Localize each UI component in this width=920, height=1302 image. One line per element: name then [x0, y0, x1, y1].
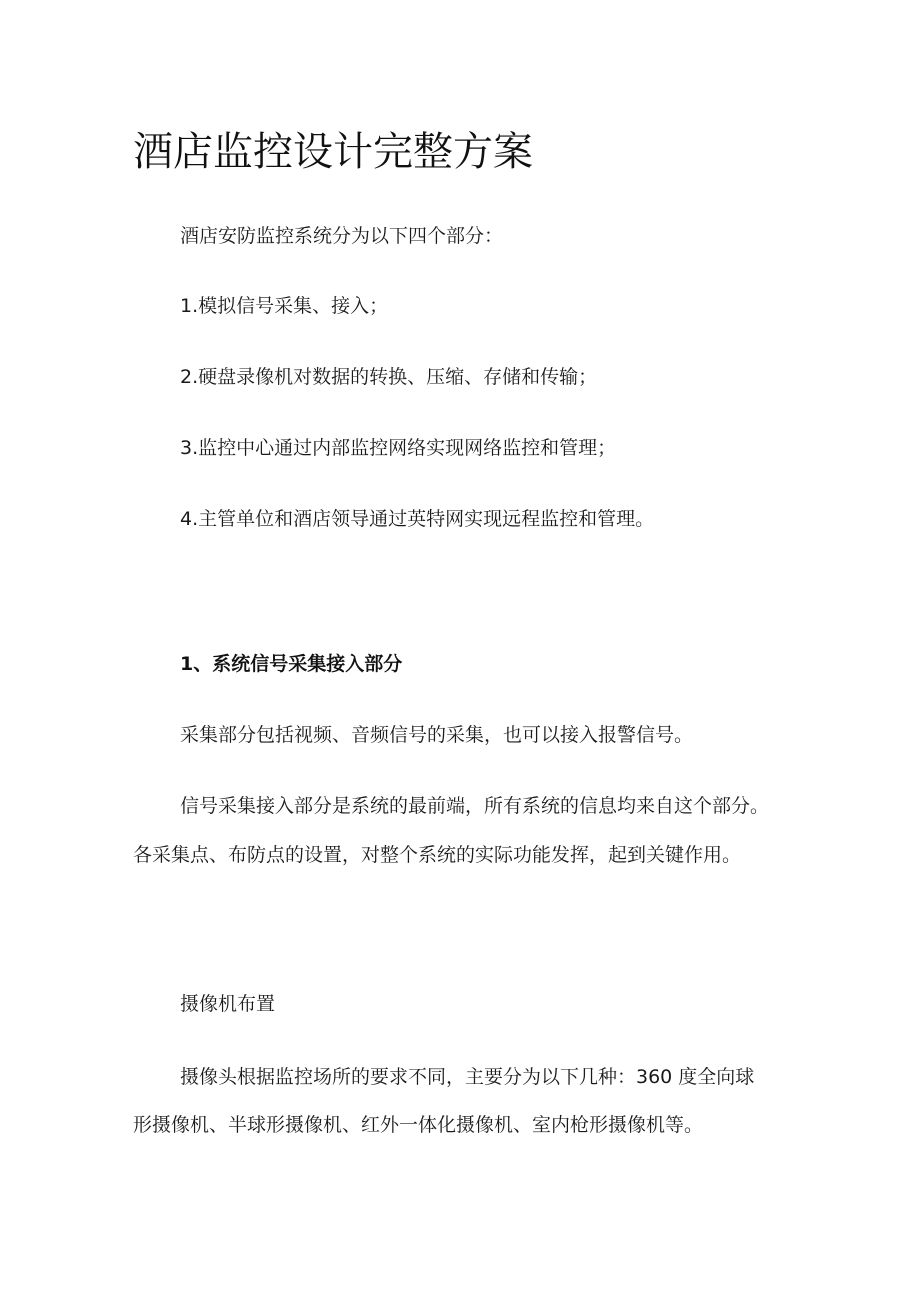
- section-heading-signal-acquisition: 1、系统信号采集接入部分: [180, 653, 403, 675]
- signal-paragraph-line-1: 信号采集接入部分是系统的最前端，所有系统的信息均来自这个部分。: [180, 795, 770, 817]
- intro-paragraph: 酒店安防监控系统分为以下四个部分：: [180, 225, 504, 247]
- list-item-1: 1.模拟信号采集、接入；: [180, 295, 389, 317]
- document-title: 酒店监控设计完整方案: [133, 129, 533, 175]
- acquisition-paragraph: 采集部分包括视频、音频信号的采集，也可以接入报警信号。: [180, 724, 694, 746]
- list-item-3: 3.监控中心通过内部监控网络实现网络监控和管理；: [180, 437, 617, 459]
- camera-layout-subheading: 摄像机布置: [180, 993, 276, 1015]
- signal-paragraph-line-2: 各采集点、布防点的设置，对整个系统的实际功能发挥，起到关键作用。: [133, 844, 742, 866]
- camera-paragraph-line-1: 摄像头根据监控场所的要求不同，主要分为以下几种：360 度全向球: [180, 1066, 755, 1088]
- list-item-2: 2.硬盘录像机对数据的转换、压缩、存储和传输；: [180, 366, 598, 388]
- list-item-4: 4.主管单位和酒店领导通过英特网实现远程监控和管理。: [180, 508, 655, 530]
- camera-paragraph-line-2: 形摄像机、半球形摄像机、红外一体化摄像机、室内枪形摄像机等。: [133, 1114, 704, 1136]
